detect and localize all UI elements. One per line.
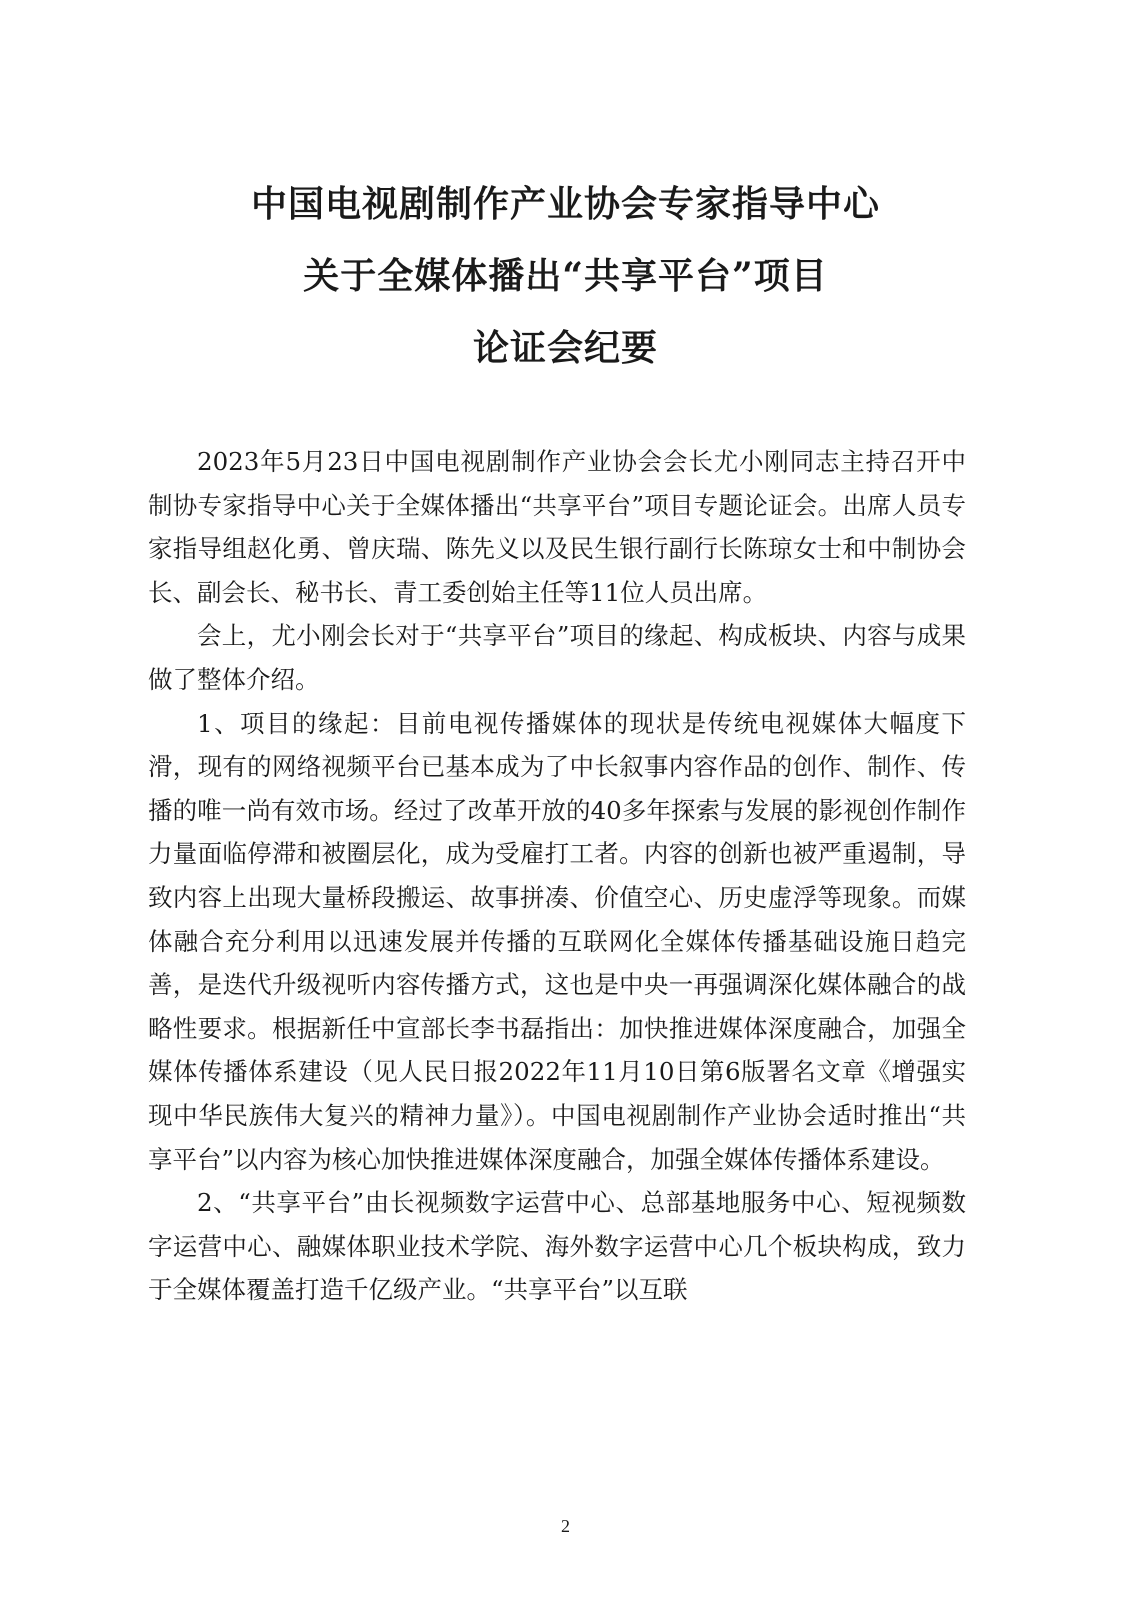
title-line-2: 关于全媒体播出“共享平台”项目 (303, 255, 828, 297)
paragraph-2: 会上，尤小刚会长对于“共享平台”项目的缘起、构成板块、内容与成果做了整体介绍。 (148, 621, 966, 694)
title-line-1: 中国电视剧制作产业协会专家指导中心 (250, 183, 880, 225)
page-number: 2 (561, 1516, 570, 1536)
paragraph-3: 1、项目的缘起：目前电视传播媒体的现状是传统电视媒体大幅度下滑，现有的网络视频平台已基本成为了中长叙事内容作品的创作、制作、传播的唯一尚有效市场。经过了改革开放的40多年探索与发展的影视创作制作力量面临停滞和被圈层化，成为受雇打工者。内容的创新也被严重遏制，导致内容上出现大量桥段搬运、故事拼凑、价值空心、历史虚浮等现象。而媒体融合充分利用以迅速发展并传播的互联网化全媒体传播基础设施日趋完善，是迭代升级视听内容传播方式，这也是中央一再强调深化媒体融合的战略性要求。根据新任中宣部长李书磊指出：加快推进媒体深度融合，加强全媒体传播体系建设（见人民日报2022年11月10日第6版署名文章《增强实现中华民族伟大复兴的精神力量》）。中国电视剧制作产业协会适时推出“共享平台”以内容为核心加快推进媒体深度融合，加强全媒体传播体系建设。 (148, 708, 966, 1174)
paragraph-4: 2、“共享平台”由长视频数字运营中心、总部基地服务中心、短视频数字运营中心、融媒体职业技术学院、海外数字运营中心几个板块构成，致力于全媒体覆盖打造千亿级产业。“共享平台”以互联 (148, 1188, 966, 1305)
document-title (0, 168, 1131, 384)
document-body (148, 440, 966, 1312)
paragraph-1: 2023年5月23日中国电视剧制作产业协会会长尤小刚同志主持召开中制协专家指导中心关于全媒体播出“共享平台”项目专题论证会。出席人员专家指导组赵化勇、曾庆瑞、陈先义以及民生银行副行长陈琼女士和中制协会长、副会长、秘书长、青工委创始主任等11位人员出席。 (148, 447, 966, 607)
title-line-3: 论证会纪要 (472, 327, 658, 369)
